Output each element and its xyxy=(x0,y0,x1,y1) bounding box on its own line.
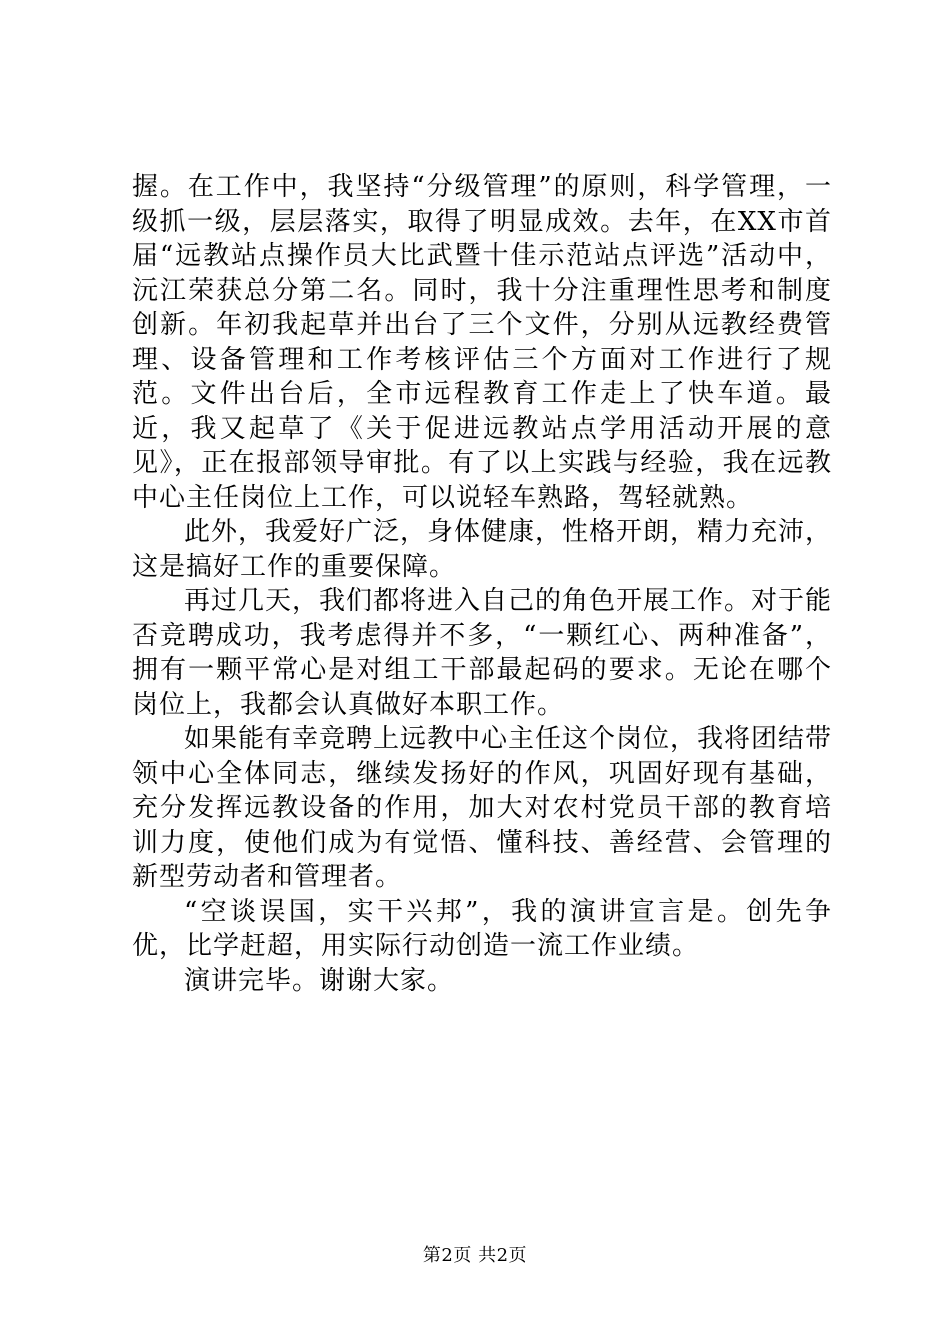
paragraph-attitude: 再过几天，我们都将进入自己的角色开展工作。对于能否竞聘成功，我考虑得并不多，“一颗红心、两种准备”，拥有一颗平常心是对组工干部最起码的要求。无论在哪个岗位上，我都会认真做好本职工作。 xyxy=(132,586,833,720)
page-number-footer: 第2页 共2页 xyxy=(422,1245,528,1266)
paragraph-health: 此外，我爱好广泛，身体健康，性格开朗，精力充沛，这是搞好工作的重要保障。 xyxy=(132,517,833,582)
paragraph-continuation: 握。在工作中，我坚持“分级管理”的原则，科学管理，一级抓一级，层层落实，取得了明显成效。去年，在XX市首届“远教站点操作员大比武暨十佳示范站点评选”活动中，沅江荣获总分第二名。同时，我十分注重理性思考和制度创新。年初我起草并出台了三个文件，分别从远教经费管理、设备管理和工作考核评估三个方面对工作进行了规范。文件出台后，全市远程教育工作走上了快车道。最近，我又起草了《关于促进远教站点学用活动开展的意见》，正在报部领导审批。有了以上实践与经验，我在远教中心主任岗位上工作，可以说轻车熟路，驾轻就熟。 xyxy=(132,172,832,513)
paragraph-closing: 演讲完毕。谢谢大家。 xyxy=(184,965,455,996)
document-body xyxy=(132,170,832,998)
paragraph-plan: 如果能有幸竞聘上远教中心主任这个岗位，我将团结带领中心全体同志，继续发扬好的作风，巩固好现有基础，充分发挥远教设备的作用，加大对农村党员干部的教育培训力度，使他们成为有觉悟、懂科技、善经营、会管理的新型劳动者和管理者。 xyxy=(132,724,833,892)
paragraph-declaration: “空谈误国，实干兴邦”，我的演讲宣言是。创先争优，比学赶超，用实际行动创造一流工作业绩。 xyxy=(132,896,832,961)
